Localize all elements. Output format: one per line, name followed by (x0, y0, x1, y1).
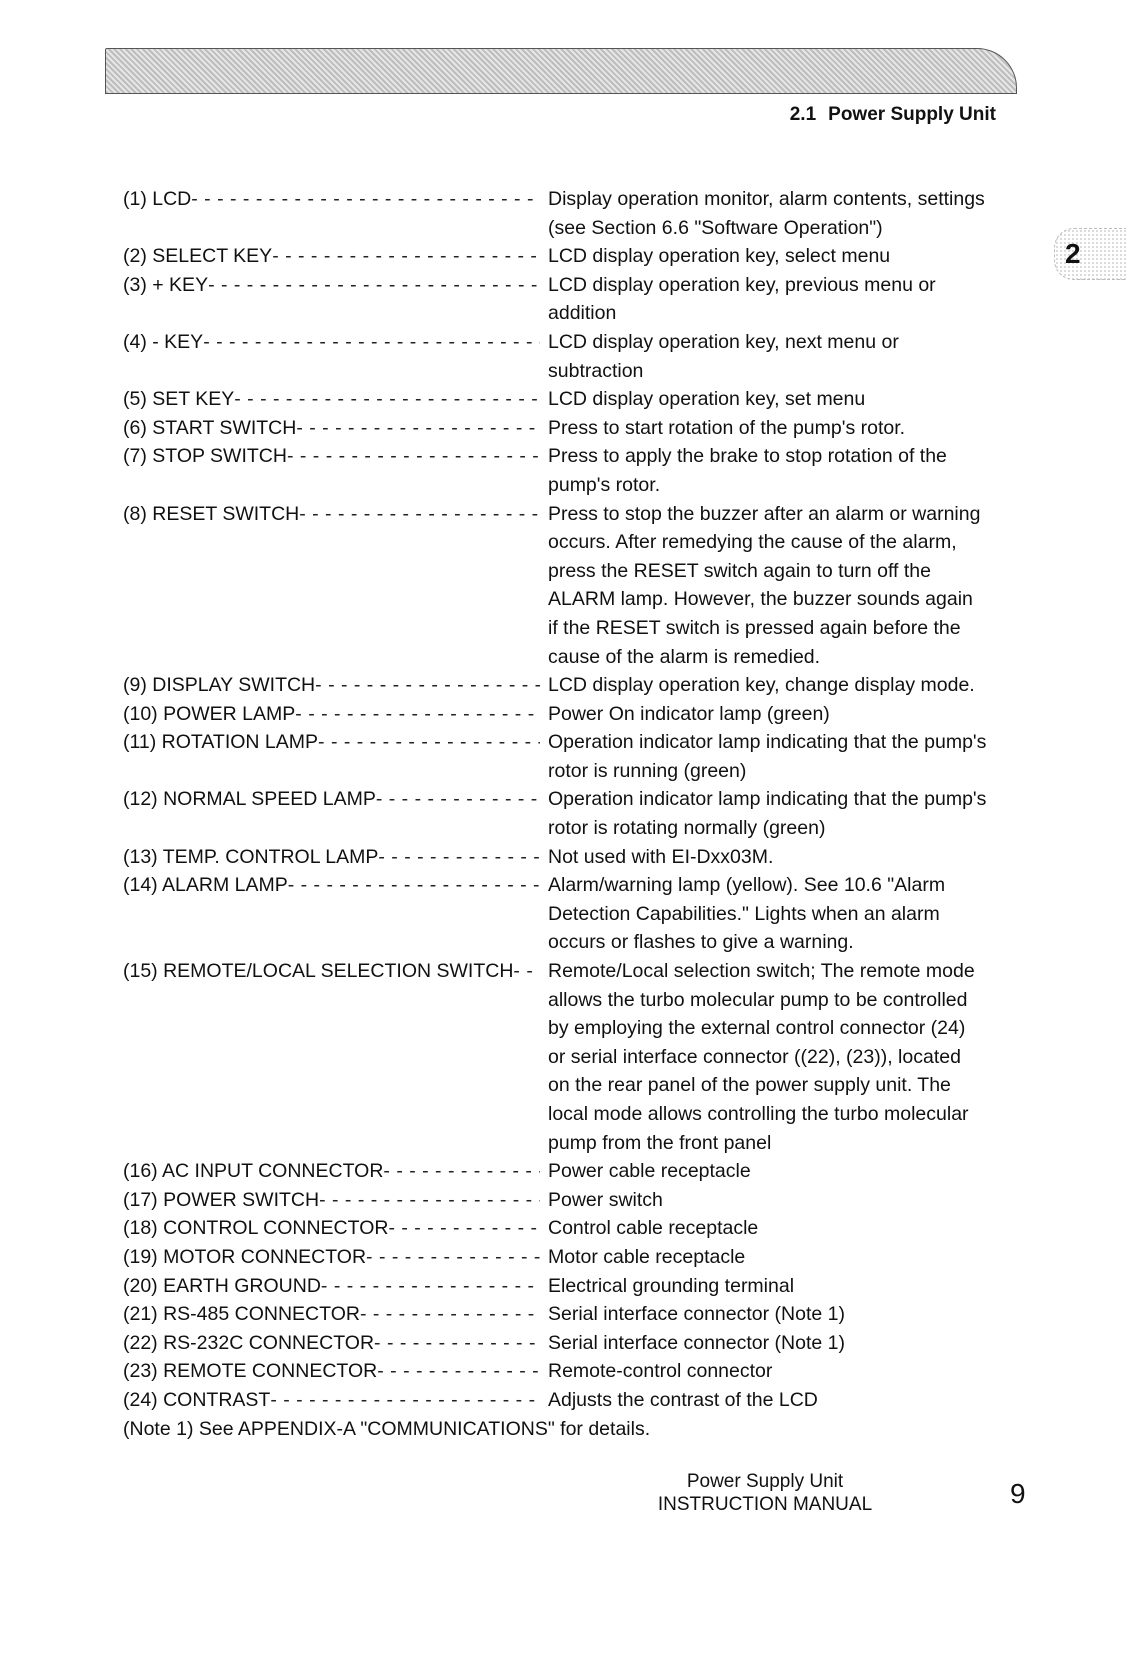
dot-leader (388, 1214, 540, 1243)
page-number: 9 (1010, 1478, 1026, 1509)
item-description: Press to apply the brake to stop rotation of the pump's rotor. (548, 445, 947, 496)
list-item (123, 728, 1023, 785)
item-description: Power switch (548, 1188, 663, 1211)
item-term (123, 1157, 540, 1186)
item-term (123, 185, 540, 242)
item-term-label: (24) CONTRAST (123, 1388, 271, 1411)
item-description: Press to stop the buzzer after an alarm or warning occurs. After remedying the cause of the alarm, press the RESET switch again to turn off the ALARM lamp. However, the buzzer sounds again if the RESET switch is pressed again before the cause of the alarm is remedied. (548, 502, 981, 668)
item-term-label: (2) SELECT KEY (123, 245, 273, 268)
item-term (123, 700, 540, 729)
list-item (123, 1157, 1023, 1186)
list-item (123, 185, 1023, 242)
item-description: LCD display operation key, next menu or subtraction (548, 330, 899, 382)
item-term-label: (3) + KEY (123, 273, 209, 296)
item-description: Motor cable receptacle (548, 1245, 746, 1268)
list-item (123, 871, 1023, 957)
item-description: Serial interface connector (Note 1) (548, 1303, 845, 1326)
item-term (123, 271, 540, 328)
item-term-label: (10) POWER LAMP (123, 702, 296, 725)
dot-leader (295, 700, 540, 729)
item-description: Not used with EI-Dxx03M. (548, 845, 774, 868)
list-item (123, 1243, 1023, 1272)
item-term-label: (1) LCD (123, 188, 192, 210)
dot-leader (270, 1386, 540, 1415)
item-description: LCD display operation key, select menu (548, 245, 891, 268)
list-item (123, 271, 1023, 328)
item-term-label: (9) DISPLAY SWITCH (123, 674, 316, 697)
item-term-label: (22) RS-232C CONNECTOR (123, 1331, 375, 1354)
item-term-label: (6) START SWITCH (123, 416, 297, 439)
dot-leader (287, 442, 540, 471)
list-item (123, 328, 1023, 385)
dot-leader (315, 671, 540, 700)
item-description: Alarm/warning lamp (yellow). See 10.6 "Alarm Detection Capabilities." Lights when an alarm occurs or flashes to give a warning. (548, 874, 946, 954)
list-item (123, 242, 1023, 271)
section-title-text: Power Supply Unit (828, 104, 996, 125)
item-term (123, 1357, 540, 1386)
section-number: 2.1 (789, 104, 817, 125)
item-term (123, 1329, 540, 1358)
item-term (123, 1386, 540, 1415)
chapter-tab: 2 (1054, 228, 1126, 280)
dot-leader (366, 1243, 540, 1272)
item-term (123, 871, 540, 957)
dot-leader (374, 1329, 540, 1358)
dot-leader (299, 500, 540, 529)
item-description: Operation indicator lamp indicating that the pump's rotor is running (green) (548, 731, 987, 782)
item-description: Remote/Local selection switch; The remote mode allows the turbo molecular pump to be controlled by employing the external control connector (24) or serial interface connector ((22), (23)), located on the rear panel of the power supply unit. The local mode allows controlling the turbo molecular pump from the front panel (548, 960, 975, 1154)
item-term-label: (14) ALARM LAMP (123, 874, 288, 897)
item-term-label: (11) ROTATION LAMP (123, 731, 319, 754)
dot-leader (288, 871, 540, 900)
footer-title: Power Supply Unit (686, 1471, 844, 1492)
list-item (123, 1357, 1023, 1386)
item-term-label: (12) NORMAL SPEED LAMP (123, 788, 376, 811)
item-description: Adjusts the contrast of the LCD (548, 1388, 818, 1411)
dot-leader (318, 728, 540, 757)
item-term-label: (21) RS-485 CONNECTOR (123, 1303, 360, 1326)
item-description: Press to start rotation of the pump's rotor. (548, 416, 906, 439)
dot-leader (321, 1272, 540, 1301)
item-term (123, 1243, 540, 1272)
item-term (123, 1214, 540, 1243)
item-description: Electrical grounding terminal (548, 1274, 795, 1297)
component-list (123, 185, 1023, 1443)
item-description: LCD display operation key, set menu (548, 388, 866, 411)
dot-leader (360, 1300, 540, 1329)
dot-leader (377, 1357, 540, 1386)
footnote: (Note 1) See APPENDIX-A "COMMUNICATIONS" for details. (123, 1417, 651, 1440)
header-bar (105, 48, 1017, 94)
footer (640, 1470, 890, 1516)
item-term (123, 785, 540, 842)
dot-leader (376, 785, 540, 814)
dot-leader (272, 242, 540, 271)
dot-leader (378, 843, 540, 872)
list-item (123, 1272, 1023, 1301)
item-term-label: (23) REMOTE CONNECTOR (123, 1360, 378, 1383)
item-term-label: (17) POWER SWITCH (123, 1188, 320, 1211)
list-item (123, 1329, 1023, 1358)
item-term (123, 843, 540, 872)
item-term (123, 728, 540, 785)
item-term-label: (15) REMOTE/LOCAL SELECTION SWITCH (123, 960, 514, 983)
item-term (123, 385, 540, 414)
dot-leader (513, 957, 540, 986)
item-description: Display operation monitor, alarm contents, settings (see Section 6.6 "Software Operation") (548, 188, 985, 239)
item-term-label: (19) MOTOR CONNECTOR (123, 1245, 367, 1268)
item-term-label: (20) EARTH GROUND (123, 1274, 321, 1297)
list-item (123, 442, 1023, 499)
list-item (123, 700, 1023, 729)
item-description: Remote-control connector (548, 1360, 773, 1383)
list-item (123, 671, 1023, 700)
item-description: LCD display operation key, change display mode. (548, 674, 975, 697)
item-term (123, 328, 540, 385)
dot-leader (296, 414, 540, 443)
item-term-label: (18) CONTROL CONNECTOR (123, 1217, 389, 1240)
item-description: Power On indicator lamp (green) (548, 702, 830, 725)
item-description: LCD display operation key, previous menu or addition (548, 273, 936, 325)
item-term (123, 1272, 540, 1301)
item-term (123, 242, 540, 271)
dot-leader (383, 1157, 540, 1186)
dot-leader (208, 271, 540, 300)
item-term (123, 1186, 540, 1215)
list-item (123, 1186, 1023, 1215)
item-term (123, 1300, 540, 1329)
item-term (123, 957, 540, 1157)
item-description: Power cable receptacle (548, 1160, 751, 1183)
item-description: Serial interface connector (Note 1) (548, 1331, 845, 1354)
item-term-label: (13) TEMP. CONTROL LAMP (123, 845, 379, 868)
item-term (123, 671, 540, 700)
item-term (123, 500, 540, 672)
list-item (123, 843, 1023, 872)
list-item (123, 500, 1023, 672)
item-term (123, 414, 540, 443)
dot-leader (191, 185, 540, 214)
section-title (790, 104, 996, 126)
list-item (123, 385, 1023, 414)
footer-subtitle: INSTRUCTION MANUAL (657, 1494, 873, 1515)
list-item (123, 1300, 1023, 1329)
list-item (123, 1386, 1023, 1415)
item-term-label: (5) SET KEY (123, 388, 235, 411)
item-term-label: (4) - KEY (123, 330, 204, 353)
item-term (123, 442, 540, 499)
list-item (123, 957, 1023, 1157)
dot-leader (203, 328, 540, 357)
item-description: Operation indicator lamp indicating that the pump's rotor is rotating normally (green) (548, 788, 987, 840)
list-item (123, 1214, 1023, 1243)
dot-leader (234, 385, 540, 414)
item-term-label: (8) RESET SWITCH (123, 502, 300, 525)
list-item (123, 414, 1023, 443)
dot-leader (319, 1186, 540, 1215)
list-item (123, 785, 1023, 842)
item-term-label: (7) STOP SWITCH (123, 445, 287, 468)
item-description: Control cable receptacle (548, 1217, 759, 1240)
item-term-label: (16) AC INPUT CONNECTOR (123, 1160, 384, 1183)
